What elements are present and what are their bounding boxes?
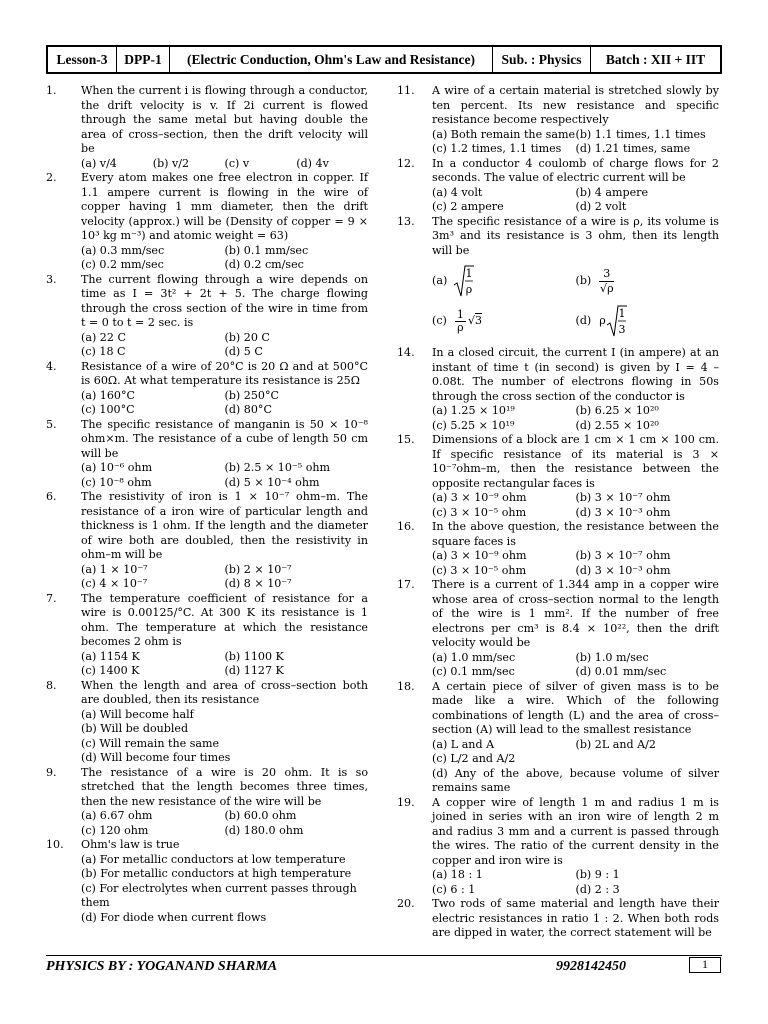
sqrt-fraction <box>606 304 628 338</box>
option-list <box>81 853 368 926</box>
subject-label: Sub. : Physics <box>493 47 591 72</box>
option-item: (b) 1.0 m/sec <box>575 650 649 664</box>
option-item: (a) 10⁻⁶ ohm <box>81 461 153 474</box>
option-list <box>81 331 368 360</box>
option-item: (c) 0.2 mm/sec <box>81 258 164 271</box>
option-list <box>432 549 719 578</box>
option-item: (b) 1.1 times, 1.1 times <box>575 127 706 141</box>
rho-symbol: ρ <box>599 313 606 327</box>
sqrt-fraction <box>453 264 475 298</box>
option-list <box>81 389 368 418</box>
root-denominator: √ρ <box>599 281 614 295</box>
left-column <box>46 84 368 925</box>
option-list <box>432 868 719 897</box>
option-item: (a) 1.0 mm/sec <box>432 650 516 664</box>
option-item: (d) 80°C <box>224 403 272 416</box>
option-item: (a) 0.3 mm/sec <box>81 243 165 257</box>
sqrt-denominator: 3 <box>618 323 626 336</box>
question-item <box>397 897 719 941</box>
option-list <box>81 563 368 592</box>
question-text: In the above question, the resistance between the square faces is <box>432 520 719 548</box>
option-list <box>81 157 368 172</box>
question-number: 2. <box>46 171 57 184</box>
option-list <box>432 651 719 680</box>
question-item <box>46 273 368 360</box>
question-text: In a closed circuit, the current I (in ampere) at an instant of time t (in second) is given by I = 4 – 0.08t. The number of electrons flowing in 50s through the cross section of the conductor is <box>432 346 719 403</box>
question-text: The specific resistance of a wire is ρ, its volume is 3m³ and its resistance is 3 ohm, then its length will be <box>432 214 719 257</box>
question-text: Ohm's law is true <box>81 838 180 851</box>
option-item: (c) 1400 K <box>81 664 140 677</box>
question-item <box>46 418 368 491</box>
option-item: (d) 4v <box>296 156 329 170</box>
question-text: The temperature coefficient of resistance for a wire is 0.00125/°C. At 300 K its resistance is 1 ohm. The temperature at which the resistance becomes 2 ohm is <box>81 591 368 648</box>
question-number: 14. <box>397 346 415 359</box>
option-item: (d) 180.0 ohm <box>224 823 304 837</box>
question-number: 5. <box>46 417 57 431</box>
option-item: (d) 5 × 10⁻⁴ ohm <box>224 475 320 489</box>
option-item: (b) v/2 <box>152 156 190 170</box>
option-item: (d) Will become four times <box>81 751 231 764</box>
option-item: (b) 6.25 × 10²⁰ <box>575 404 659 417</box>
question-text: A certain piece of silver of given mass is to be made like a wire. Which of the following combinations of length (L) and the area of cross–section (A) will lead to the smallest resistance <box>432 679 719 736</box>
option-item: (c) Will remain the same <box>81 736 220 750</box>
fraction-denominator: ρ <box>457 320 464 334</box>
question-text: The resistivity of iron is 1 × 10⁻⁷ ohm–m. The resistance of a iron wire of particular length and thickness is 1 ohm. If the length and the diameter of wire both are doubled, then the resistivity in ohm–m will be <box>81 490 368 561</box>
option-list <box>432 404 719 433</box>
question-text: There is a current of 1.344 amp in a copper wire whose area of cross–section normal to the length of the wire is 1 mm². If the number of free electrons per cm³ is 8.4 × 10²², then the drift velocity would be <box>432 578 719 649</box>
question-number: 11. <box>397 84 415 97</box>
option-item: (d) 0.01 mm/sec <box>575 665 667 678</box>
option-b <box>576 264 720 298</box>
question-text: In a conductor 4 coulomb of charge flows for 2 seconds. The value of electric current will be <box>432 156 719 184</box>
question-number: 3. <box>46 272 57 286</box>
root-term: √3 <box>467 313 483 327</box>
option-item: (c) 0.1 mm/sec <box>432 665 515 678</box>
question-item <box>397 84 719 157</box>
question-text: The current flowing through a wire depends on time as I = 3t² + 2t + 5. The charge flowing through the cross section of the wire in time from t = 0 to t = 2 sec. is <box>81 272 368 329</box>
option-item: (c) 3 × 10⁻⁵ ohm <box>432 563 527 577</box>
option-list <box>81 244 368 273</box>
question-item <box>46 171 368 273</box>
sqrt-numerator: 1 <box>465 267 473 280</box>
question-item <box>46 766 368 839</box>
option-item: (c) L/2 and A/2 <box>432 752 516 765</box>
footer-phone: 9928142450 <box>556 959 626 974</box>
option-list <box>432 128 719 157</box>
option-item: (a) 6.67 ohm <box>81 809 153 822</box>
sqrt-denominator: ρ <box>466 283 473 296</box>
root-value: ρ <box>607 281 614 295</box>
option-item: (b) For metallic conductors at high temperature <box>81 867 352 880</box>
option-list <box>81 461 368 490</box>
question-item <box>46 592 368 679</box>
option-item: (d) For diode when current flows <box>81 910 267 924</box>
question-item <box>46 360 368 418</box>
question-item <box>397 680 719 796</box>
option-item: (c) 5.25 × 10¹⁹ <box>432 418 515 432</box>
option-item: (c) v <box>224 156 250 170</box>
option-item: (c) 6 : 1 <box>432 882 476 896</box>
question-item <box>397 796 719 898</box>
option-item: (c) 4 × 10⁻⁷ <box>81 577 148 590</box>
option-item: (d) 2 volt <box>575 200 627 213</box>
option-item: (b) 3 × 10⁻⁷ ohm <box>575 491 671 504</box>
question-number: 9. <box>46 765 57 779</box>
question-text: Resistance of a wire of 20°C is 20 Ω and at 500°C is 60Ω. At what temperature its resistance is 25Ω <box>81 359 368 387</box>
option-item: (a) 4 volt <box>432 185 483 199</box>
option-item: (a) 22 C <box>81 330 126 344</box>
option-item: (a) For metallic conductors at low temperature <box>81 852 346 866</box>
right-column <box>397 84 719 941</box>
question-number: 12. <box>397 156 415 170</box>
option-item: (b) 9 : 1 <box>575 868 620 881</box>
option-item: (c) 100°C <box>81 403 135 416</box>
question-number: 8. <box>46 678 57 692</box>
option-item: (a) 160°C <box>81 388 136 402</box>
fraction-numerator: 3 <box>599 267 614 282</box>
option-d <box>576 304 720 338</box>
header-bar <box>46 45 722 74</box>
footer-author: PHYSICS BY : YOGANAND SHARMA <box>46 959 278 974</box>
question-text: The resistance of a wire is 20 ohm. It is so stretched that the length becomes three times, then the new resistance of the wire will be <box>81 765 368 808</box>
question-number: 4. <box>46 359 57 373</box>
question-number: 6. <box>46 490 57 503</box>
batch-label: Batch : XII + IIT <box>605 51 706 67</box>
option-item: (b) 20 C <box>224 330 270 344</box>
option-item: (c) 18 C <box>81 345 126 358</box>
option-item: (b) 3 × 10⁻⁷ ohm <box>575 549 671 562</box>
lesson-label: Lesson-3 <box>48 47 117 72</box>
option-list <box>432 491 719 520</box>
question-number: 10. <box>46 838 64 851</box>
option-item: (b) Will be doubled <box>81 722 189 735</box>
option-item: (d) 1.21 times, same <box>575 142 691 155</box>
option-item: (d) 2.55 × 10²⁰ <box>575 418 659 432</box>
question-number: 18. <box>397 679 415 693</box>
option-item: (a) Will become half <box>81 707 194 721</box>
option-label: (c) <box>432 313 447 327</box>
option-item: (b) 60.0 ohm <box>224 809 297 822</box>
option-label: (d) <box>575 313 592 327</box>
option-a <box>432 264 576 298</box>
question-item <box>46 84 368 171</box>
option-item: (a) v/4 <box>81 156 117 170</box>
question-number: 16. <box>397 520 415 533</box>
option-item: (b) 1100 K <box>224 649 284 663</box>
option-list <box>81 809 368 838</box>
option-item: (b) 2.5 × 10⁻⁵ ohm <box>224 461 331 474</box>
option-list <box>432 186 719 215</box>
option-item: (d) 1127 K <box>224 664 284 677</box>
option-item: (d) 3 × 10⁻³ ohm <box>575 563 671 577</box>
question-number: 20. <box>397 897 415 910</box>
question-item <box>397 578 719 680</box>
option-item: (d) 8 × 10⁻⁷ <box>224 577 292 590</box>
option-item: (a) 3 × 10⁻⁹ ohm <box>432 491 527 504</box>
option-item: (d) Any of the above, because volume of silver remains same <box>432 766 719 794</box>
question-text: Two rods of same material and length have their electric resistances in ratio 1 : 2. When both rods are dipped in water, the correct statement will be <box>432 897 719 939</box>
question-text: Dimensions of a block are 1 cm × 1 cm × 100 cm. If specific resistance of its material is 3 × 10⁻⁷ohm–m, then the resistance between the opposite rectangular faces is <box>432 433 719 490</box>
option-item: (c) 10⁻⁸ ohm <box>81 475 152 489</box>
footer-divider <box>46 955 722 956</box>
option-list <box>81 708 368 766</box>
question-text: Every atom makes one free electron in copper. If 1.1 ampere current is flowing in the wire of copper having 1 mm diameter, then the drift velocity (approx.) will be (Density of copper = 9 × 10³ kg m⁻³) and atomic weight = 63) <box>81 171 368 242</box>
option-item: (c) 3 × 10⁻⁵ ohm <box>432 505 527 519</box>
option-item: (a) 1.25 × 10¹⁹ <box>432 404 515 417</box>
q13-options <box>432 264 719 338</box>
question-text: A wire of a certain material is stretched slowly by ten percent. Its new resistance and specific resistance become respectively <box>432 84 719 126</box>
option-label: (a) <box>432 273 448 287</box>
option-item: (b) 250°C <box>224 388 279 402</box>
question-number: 17. <box>397 578 415 591</box>
question-item <box>46 679 368 766</box>
question-item <box>46 838 368 925</box>
question-item <box>397 346 719 433</box>
option-item: (a) 3 × 10⁻⁹ ohm <box>432 549 527 562</box>
option-item: (d) 2 : 3 <box>575 882 620 896</box>
option-item: (c) 2 ampere <box>432 200 504 213</box>
option-item: (a) 1154 K <box>81 649 140 663</box>
question-number: 1. <box>46 84 57 97</box>
option-list <box>81 650 368 679</box>
option-item: (b) 2L and A/2 <box>575 737 656 751</box>
option-c <box>432 304 576 338</box>
question-item <box>397 215 719 339</box>
option-item: (c) 1.2 times, 1.1 times <box>432 142 562 155</box>
question-item <box>397 520 719 578</box>
option-item: (d) 5 C <box>224 345 263 358</box>
option-item: (a) Both remain the same <box>432 127 576 141</box>
question-number: 13. <box>397 214 415 228</box>
root-value: 3 <box>475 313 483 327</box>
option-item: (b) 0.1 mm/sec <box>224 243 309 257</box>
fraction-over-root <box>599 267 614 296</box>
question-text: When the length and area of cross–section both are doubled, then its resistance <box>81 678 368 706</box>
option-item: (c) For electrolytes when current passes through them <box>81 881 357 909</box>
question-number: 19. <box>397 795 415 809</box>
page-number: 1 <box>689 957 721 973</box>
option-item: (a) 1 × 10⁻⁷ <box>81 562 148 576</box>
option-item: (b) 4 ampere <box>575 185 649 199</box>
option-item: (a) 18 : 1 <box>432 868 483 881</box>
option-item: (c) 120 ohm <box>81 823 149 837</box>
fraction-numerator: 1 <box>456 307 464 321</box>
question-item <box>397 433 719 520</box>
question-text: A copper wire of length 1 m and radius 1 m is joined in series with an iron wire of length 2 m and radius 3 mm and a current is passed through the wires. The ratio of the current density in the copper and iron wire is <box>432 795 719 867</box>
option-item: (b) 2 × 10⁻⁷ <box>224 562 292 576</box>
option-list <box>432 738 719 796</box>
fraction <box>455 309 466 334</box>
option-item: (d) 3 × 10⁻³ ohm <box>575 505 671 519</box>
option-label: (b) <box>575 273 592 287</box>
question-number: 15. <box>397 433 415 446</box>
option-item: (d) 0.2 cm/sec <box>224 258 304 271</box>
dpp-label: DPP-1 <box>117 47 170 72</box>
question-text: The specific resistance of manganin is 50 × 10⁻⁸ ohm×m. The resistance of a cube of length 50 cm will be <box>81 417 368 460</box>
question-text: When the current i is flowing through a conductor, the drift velocity is v. If 2i current is flowed through the same metal but having double the area of cross–section, then the drift velocity will be <box>81 84 368 155</box>
question-item <box>46 490 368 592</box>
question-number: 7. <box>46 591 57 605</box>
topic-title: (Electric Conduction, Ohm's Law and Resistance) <box>170 47 493 72</box>
sqrt-numerator: 1 <box>618 307 626 320</box>
option-item: (a) L and A <box>432 737 495 751</box>
question-item <box>397 157 719 215</box>
